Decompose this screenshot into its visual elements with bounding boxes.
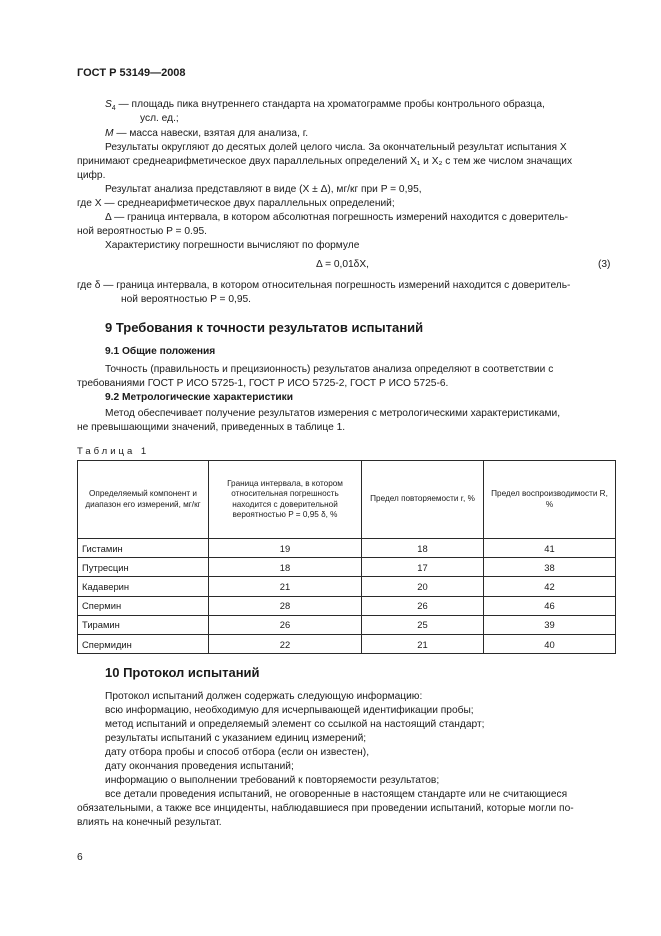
page-number: 6: [77, 852, 83, 863]
section-10-line: обязательными, а также все инциденты, наблюдавшиеся при проведении испытаний, которые могли по-: [77, 803, 574, 814]
table-row: [78, 577, 616, 596]
definition-s4-text: — площадь пика внутреннего стандарта на хроматограмме пробы контрольного образца,: [115, 99, 545, 110]
table-row: [78, 596, 616, 615]
cell-reproducibility: 46: [484, 596, 616, 615]
section-10-line: результаты испытаний с указанием единиц измерений;: [105, 733, 367, 744]
table-header-row: [78, 461, 616, 539]
cell-reproducibility: 41: [484, 539, 616, 558]
section-10-line: Протокол испытаний должен содержать следующую информацию:: [105, 691, 423, 702]
header-reproducibility: Предел воспроизводимости R, %: [484, 461, 616, 539]
table-1: [77, 460, 616, 654]
cell-component: Путресцин: [78, 558, 209, 577]
section-10-line: информацию о выполнении требований к повторяемости результатов;: [105, 775, 440, 786]
header-repeatability: Предел повторяемости r, %: [362, 461, 484, 539]
section-10-line: все детали проведения испытаний, не оговоренные в настоящем стандарте или не считающиеся: [105, 789, 568, 800]
para1-line3: цифр.: [77, 170, 106, 181]
section-10-line: дату отбора пробы и способ отбора (если он известен),: [105, 747, 370, 758]
para2-line3: Δ — граница интервала, в котором абсолютная погрешность измерений находится с доверитель-: [105, 212, 569, 223]
para1-line2: принимают среднеарифметическое двух параллельных определений X₁ и X₂ с тем же числом значащих: [77, 156, 573, 167]
formula-where-line1: где δ — граница интервала, в котором относительная погрешность измерений находится с доверитель-: [77, 280, 571, 291]
cell-repeatability: 26: [362, 596, 484, 615]
cell-error-bound: 26: [209, 615, 362, 634]
section-10-line: влиять на конечный результат.: [77, 817, 222, 828]
section-9-2-line1: Метод обеспечивает получение результатов измерения с метрологическими характеристиками,: [105, 408, 561, 419]
cell-repeatability: 21: [362, 634, 484, 653]
cell-reproducibility: 39: [484, 615, 616, 634]
section-9-2-line2: не превышающими значений, приведенных в таблице 1.: [77, 422, 346, 433]
cell-error-bound: 22: [209, 634, 362, 653]
section-9-1-line2: требованиями ГОСТ Р ИСО 5725-1, ГОСТ Р ИСО 5725-2, ГОСТ Р ИСО 5725-6.: [77, 378, 449, 389]
section-10-title: 10 Протокол испытаний: [105, 665, 260, 680]
cell-repeatability: 18: [362, 539, 484, 558]
cell-error-bound: 21: [209, 577, 362, 596]
cell-reproducibility: 40: [484, 634, 616, 653]
cell-reproducibility: 42: [484, 577, 616, 596]
cell-reproducibility: 38: [484, 558, 616, 577]
table-label: Таблица 1: [77, 446, 150, 457]
symbol-m: M: [105, 128, 114, 139]
symbol-s-subscript: 4: [111, 105, 116, 113]
definition-s4-cont: усл. ед.;: [140, 113, 179, 124]
section-9-title: 9 Требования к точности результатов испытаний: [105, 320, 424, 335]
table-row: [78, 634, 616, 653]
formula-expression: Δ = 0,01δX,: [316, 259, 369, 270]
cell-error-bound: 28: [209, 596, 362, 615]
cell-component: Кадаверин: [78, 577, 209, 596]
cell-repeatability: 25: [362, 615, 484, 634]
table-row: [78, 615, 616, 634]
section-10-line: всю информацию, необходимую для исчерпывающей идентификации пробы;: [105, 705, 474, 716]
definition-m-text: — масса навески, взятая для анализа, г.: [113, 128, 309, 139]
section-9-1-line1: Точность (правильность и прецизионность) результатов анализа определяют в соответствии с: [105, 364, 554, 375]
cell-error-bound: 19: [209, 539, 362, 558]
cell-component: Спермин: [78, 596, 209, 615]
subsection-9-1-title: 9.1 Общие положения: [105, 346, 216, 357]
formula-intro: Характеристику погрешности вычисляют по формуле: [105, 240, 360, 251]
cell-repeatability: 20: [362, 577, 484, 596]
cell-component: Тирамин: [78, 615, 209, 634]
para2-line1: Результат анализа представляют в виде (X ± Δ), мг/кг при P = 0,95,: [105, 184, 422, 195]
para2-line4: ной вероятностью P = 0.95.: [77, 226, 207, 237]
para1-line1: Результаты округляют до десятых долей целого числа. За окончательный результат испытания X: [105, 142, 567, 153]
table-row: [78, 558, 616, 577]
header-error-bound: Граница интервала, в котором относительная погрешность находится с доверительной вероятностью P = 0,95 δ, %: [209, 461, 362, 539]
subsection-9-2-title: 9.2 Метрологические характеристики: [105, 392, 293, 403]
section-10-line: дату окончания проведения испытаний;: [105, 761, 294, 772]
cell-component: Спермидин: [78, 634, 209, 653]
formula-where-line2: ной вероятностью P = 0,95.: [121, 294, 251, 305]
definition-m: [105, 127, 308, 141]
cell-error-bound: 18: [209, 558, 362, 577]
table-row: [78, 539, 616, 558]
document-header: ГОСТ Р 53149—2008: [77, 67, 186, 79]
formula-number: (3): [598, 259, 611, 270]
symbol-s: S: [105, 99, 112, 110]
cell-component: Гистамин: [78, 539, 209, 558]
para2-line2: где X — среднеарифметическое двух параллельных определений;: [77, 198, 395, 209]
section-10-line: метод испытаний и определяемый элемент со ссылкой на настоящий стандарт;: [105, 719, 485, 730]
header-component: Определяемый компонент и диапазон его измерений, мг/кг: [78, 461, 209, 539]
cell-repeatability: 17: [362, 558, 484, 577]
